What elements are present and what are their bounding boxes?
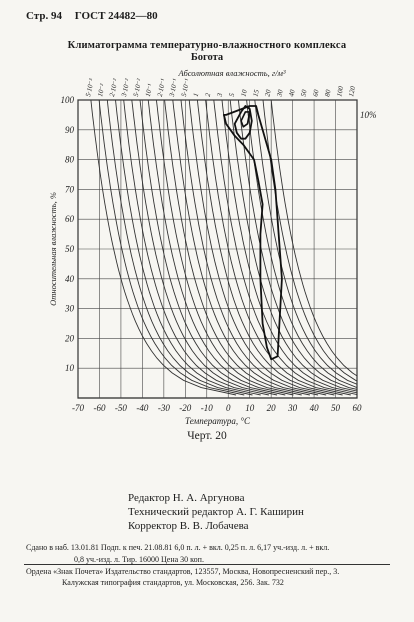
imprint-line-2: 0,8 уч.-изд. л. Тир. 16000 Цена 30 коп.: [74, 555, 204, 564]
x-tick-label: 0: [225, 403, 231, 413]
outer-contour: [224, 106, 282, 359]
proofreader-line: Корректор В. В. Лобачева: [128, 520, 249, 532]
abs-humidity-label: 5·10⁻²: [131, 78, 144, 98]
abs-humidity-label: 15: [251, 88, 261, 98]
x-tick-label: 20: [266, 403, 276, 413]
abs-humidity-label: 10⁻¹: [143, 83, 155, 98]
y-tick-label: 90: [65, 124, 74, 135]
x-tick-label: 10: [245, 403, 255, 413]
abs-humidity-label: 5: [227, 92, 237, 98]
imprint-divider: [24, 564, 390, 565]
x-tick-label: 40: [309, 403, 319, 413]
y-tick-label: 20: [65, 333, 74, 344]
y-tick-label: 70: [65, 184, 74, 195]
y-tick-label: 80: [65, 154, 74, 165]
abs-humidity-label: 80: [323, 88, 333, 98]
abs-humidity-label: 60: [311, 88, 321, 98]
editor-line: Редактор Н. А. Аргунова: [128, 492, 245, 504]
page-number: Стр. 94: [26, 10, 62, 22]
standard-number: ГОСТ 24482—80: [74, 10, 158, 22]
top-axis-label: Абсолютная влажность, г/м³: [178, 68, 286, 78]
abs-humidity-label: 20: [263, 88, 273, 98]
x-tick-label: 30: [288, 403, 298, 413]
abs-humidity-label: 50: [299, 88, 309, 98]
x-tick-label: -50: [114, 403, 127, 413]
y-tick-label: 30: [65, 303, 74, 314]
abs-humidity-label: 3: [215, 92, 225, 98]
publisher-line-2: Калужская типография стандартов, ул. Московская, 256. Зак. 732: [62, 578, 284, 587]
y-tick-label: 10: [65, 363, 74, 374]
x-tick-label: -20: [179, 403, 192, 413]
abs-humidity-label: 10: [239, 88, 249, 98]
abs-humidity-label: 2: [203, 92, 213, 98]
y-tick-label: 60: [65, 214, 74, 225]
imprint-line-1: Сдано в наб. 13.01.81 Подп. к печ. 21.08.81 6,0 п. л. + вкл. 0,25 п. л. 6,17 уч.-изд. л. + вкл.: [26, 543, 330, 552]
x-tick-label: 50: [331, 403, 341, 413]
abs-humidity-label: 1: [191, 92, 201, 98]
x-tick-label: -30: [157, 403, 170, 413]
abs-humidity-label: 5·10⁻¹: [179, 78, 192, 98]
document-title: Климатограмма температурно-влажностного комплекса: [67, 40, 347, 51]
abs-humidity-label: 3·10⁻²: [120, 78, 132, 98]
corner-label: 10%: [360, 110, 377, 120]
abs-humidity-label: 10⁻²: [96, 83, 107, 98]
y-axis-label: Относительная влажность, %: [48, 192, 58, 306]
abs-humidity-label: 120: [347, 85, 358, 98]
abs-humidity-label: 100: [335, 85, 346, 98]
abs-humidity-label: 5·10⁻³: [84, 78, 96, 98]
abs-humidity-label: 2·10⁻²: [108, 78, 120, 98]
x-tick-label: -10: [200, 403, 213, 413]
abs-humidity-label: 2·10⁻¹: [155, 78, 168, 98]
y-tick-label: 100: [60, 95, 74, 105]
x-tick-label: -60: [93, 403, 106, 413]
document-subtitle: Богота: [190, 52, 224, 63]
x-tick-label: -40: [136, 403, 149, 413]
x-axis-label: Температура, °С: [185, 416, 250, 426]
abs-humidity-label: 40: [287, 88, 297, 98]
y-tick-label: 40: [65, 273, 74, 284]
x-tick-label: -70: [72, 403, 84, 413]
abs-humidity-label: 30: [275, 88, 285, 98]
figure-caption: Черт. 20: [187, 430, 227, 442]
x-tick-label: 60: [352, 403, 362, 413]
publisher-line-1: Ордена «Знак Почета» Издательство стандартов, 123557, Москва, Новопресненский пер., 3.: [26, 567, 340, 576]
abs-humidity-label: 3·10⁻¹: [167, 78, 180, 98]
y-tick-label: 50: [65, 244, 74, 254]
tech-editor-line: Технический редактор А. Г. Каширин: [128, 506, 304, 518]
